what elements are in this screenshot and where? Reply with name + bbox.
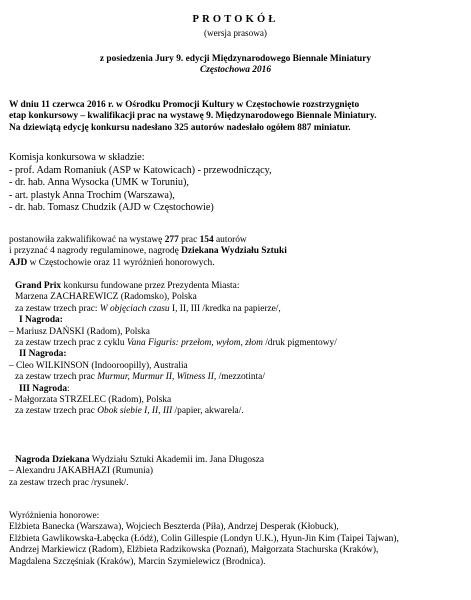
awards-section [9, 281, 459, 418]
committee-section [9, 152, 459, 215]
honorable-mentions-section [9, 511, 459, 568]
session-line-2: Częstochowa 2016 [199, 65, 272, 76]
intro-line-2: etap konkursowy – kwalifikacji prac na wystawę 9. Międzynarodowego Biennale Miniatury. [9, 111, 377, 122]
dean-award-winner: – Alexandru JAKABHAZI (Rumunia) [9, 466, 153, 477]
dean-award-works: za zestaw trzech prac /rysunek/. [9, 477, 129, 488]
decision-line-3: AJD w Częstochowie oraz 11 wyróżnień honorowych. [9, 257, 215, 268]
grand-prix-winner: Marzena ZACHAREWICZ (Radomsko), Polska [15, 292, 197, 303]
honorable-line: Elżbieta Gawlikowska-Łabęcka (Łódź), Colin Gillespie (Londyn U.K.), Hyun-Jin Kim (Taipei Tajwan), [9, 533, 399, 544]
honorable-line: Magdalena Szczęśniak (Kraków), Marcin Szymielewicz (Brodnica). [9, 556, 266, 567]
intro-line-3: Na dziewiątą edycję konkursu nadesłano 325 autorów nadesłało ogółem 887 miniatur. [9, 122, 351, 133]
grand-prix-works: za zestaw trzech prac: W objęciach czasu I, II, III /kredka na papierze/, [15, 303, 281, 314]
first-prize-winner: – Mariusz DAŃSKI (Radom), Polska [9, 326, 150, 337]
document-subtitle: (wersja prasowa) [203, 28, 267, 38]
third-prize-winner: - Małgorzata STRZELEC (Radom), Polska [9, 395, 172, 406]
document-title: PROTOKÓŁ [192, 14, 279, 25]
third-prize-works: za zestaw trzech prac Obok siebie I, II, III /papier, akwarela/. [15, 406, 244, 417]
committee-member: - dr. hab. Tomasz Chudzik (AJD w Częstochowie) [9, 202, 214, 214]
committee-member: - dr. hab. Anna Wysocka (UMK w Toruniu), [9, 177, 189, 189]
session-heading [0, 54, 471, 77]
committee-member: - prof. Adam Romaniuk (ASP w Katowicach) - przewodniczący, [9, 164, 272, 176]
third-prize-heading: III Nagroda: [19, 383, 70, 394]
first-prize-heading: I Nagroda: [19, 315, 63, 326]
dean-award-section [9, 455, 459, 489]
second-prize-works: za zestaw trzech prac Murmur, Murmur II, Witness II, /mezzotinta/ [15, 372, 265, 383]
qualified-works-count: 277 [164, 235, 179, 245]
second-prize-heading: II Nagroda: [19, 349, 67, 360]
honorable-line: Andrzej Markiewicz (Radom), Elżbieta Radzikowska (Poznań), Małgorzata Stachurska (Kraków), [9, 545, 379, 556]
dean-award-heading: Nagroda Dziekana Wydziału Sztuki Akademii im. Jana Długosza [15, 455, 265, 465]
decision-paragraph [9, 235, 459, 269]
first-prize-works: za zestaw trzech prac z cyklu Vana Figuris: przełom, wyłom, złom /druk pigmentowy/ [15, 338, 337, 349]
decision-line-2: i przyznać 4 nagrody regulaminowe, nagrodę Dziekana Wydziału Sztuki [9, 246, 287, 257]
second-prize-winner: – Cleo WILKINSON (Indooroopilly), Australia [9, 360, 188, 371]
honorable-line: Elżbieta Banecka (Warszawa), Wojciech Beszterda (Piła), Andrzej Desperak (Kłobuck), [9, 522, 339, 533]
grand-prix-heading: Grand Prix konkursu fundowane przez Prezydenta Miasta: [15, 281, 240, 291]
session-line-1: z posiedzenia Jury 9. edycji Międzynarodowego Biennale Miniatury [99, 54, 372, 64]
committee-heading: Komisja konkursowa w składzie: [9, 152, 145, 163]
decision-line-1: postanowiła zakwalifikować na wystawę 277 prac 154 autorów [9, 235, 247, 245]
intro-paragraph [9, 100, 459, 134]
committee-member: - art. plastyk Anna Trochim (Warszawa), [9, 189, 175, 201]
intro-line-1: W dniu 11 czerwca 2016 r. w Ośrodku Promocji Kultury w Częstochowie rozstrzygnięto [9, 100, 360, 110]
qualified-authors-count: 154 [199, 235, 214, 245]
honorable-heading: Wyróżnienia honorowe: [9, 511, 100, 521]
